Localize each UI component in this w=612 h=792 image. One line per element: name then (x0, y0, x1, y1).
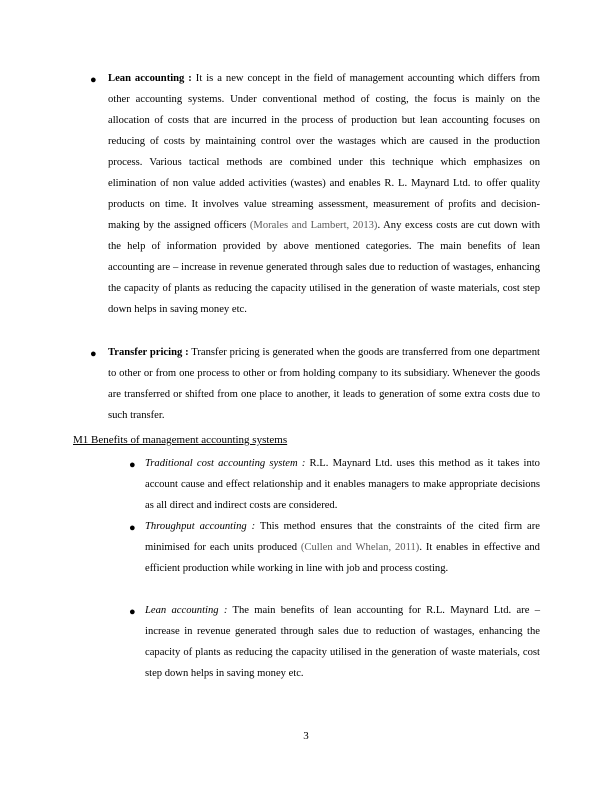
body-text: This method ensures that the constraints of the cited firm are minimised for each units produced (145, 521, 540, 553)
paragraph (145, 516, 540, 579)
bullet-icon: ● (129, 459, 136, 471)
body-text: R.L. Maynard Ltd. uses this method as it takes into account cause and effect relationship and it enables managers to make appropriate decisions as all direct and indirect costs are considered. (145, 458, 540, 511)
term-label: Throughput accounting : (145, 521, 256, 532)
list-item-throughput-accounting (145, 516, 540, 579)
paragraph (145, 600, 540, 684)
body-text: The main benefits of lean accounting for R.L. Maynard Ltd. are – increase in revenue generated through sales due to reduction of wastages, enhancing the capacity of plants as reducing the capacity utilised in the generation of waste materials, cost step down helps in saving money etc. (145, 605, 540, 679)
section-heading: M1 Benefits of management accounting systems (73, 434, 288, 446)
bullet-icon: ● (129, 606, 136, 618)
term-label: Lean accounting : (145, 605, 228, 616)
list-item-lean-accounting (108, 68, 540, 320)
page-number: 3 (303, 730, 309, 742)
citation: (Cullen and Whelan, 2011) (300, 542, 420, 553)
paragraph (145, 453, 540, 516)
term-label: Lean accounting : (108, 73, 192, 84)
list-item-lean-accounting-benefits (145, 600, 540, 684)
body-text: . Any excess costs are cut down with the help of information provided by above mentioned categories. The main benefits of lean accounting are – increase in revenue generated through sales due to reduction of wastages, enhancing the capacity of plants as reducing the capacity utilised in the generation of waste materials, cost step down helps in saving money etc. (108, 220, 540, 315)
paragraph (108, 342, 540, 426)
body-text: . It enables in effective and efficient production while working in line with job and process costing. (145, 542, 540, 574)
body-text: It is a new concept in the field of management accounting which differs from other accounting systems. Under conventional method of costing, the focus is mainly on the allocation of costs that are incurred in the process of production but lean accounting focuses on reducing of costs by maintaining control over the wastages which are caused in the production process. Various tactical methods are combined under this technique which emphasizes on elimination of non value added activities (wastes) and enables R. L. Maynard Ltd. to offer quality products on time. It involves value streaming assessment, measurement of profits and decision-making by the assigned officers (108, 73, 540, 231)
list-item-transfer-pricing (108, 342, 540, 426)
paragraph (108, 68, 540, 320)
bullet-icon: ● (90, 74, 97, 86)
bullet-icon: ● (129, 522, 136, 534)
bullet-icon: ● (90, 348, 97, 360)
list-item-traditional-cost-accounting (145, 453, 540, 516)
term-label: Transfer pricing : (108, 347, 189, 358)
term-label: Traditional cost accounting system : (145, 458, 306, 469)
citation: (Morales and Lambert, 2013) (249, 220, 378, 231)
body-text: Transfer pricing is generated when the goods are transferred from one department to other or from one process to other or from holding company to its subsidiary. Whenever the goods are transferred or shifted from one place to another, it leads to generation of some extra costs due to such transfer. (108, 347, 540, 421)
